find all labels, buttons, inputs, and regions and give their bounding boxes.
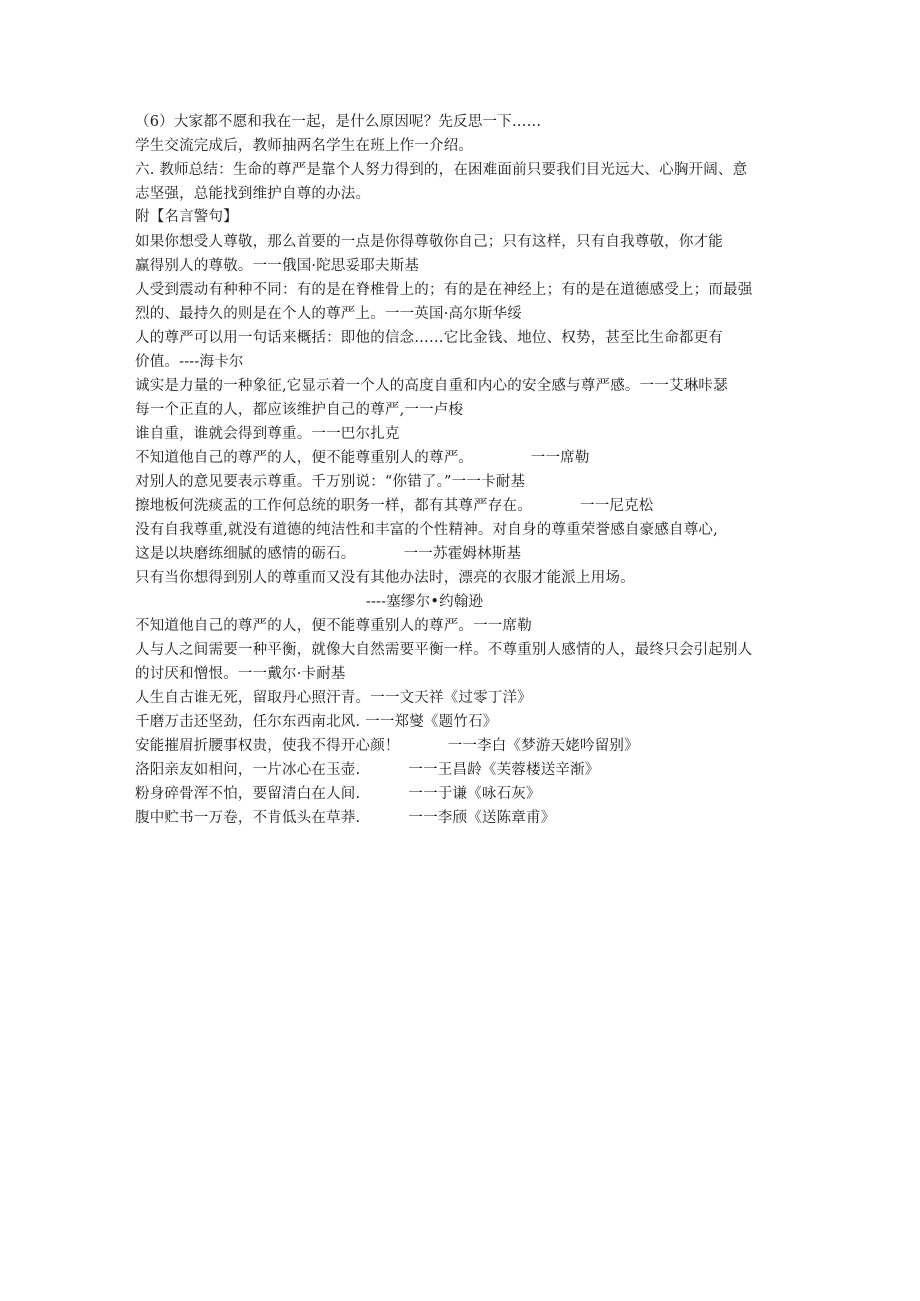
text-line: 粉身碎骨浑不怕，要留清白在人间. 一一于谦《咏石灰》 (135, 786, 541, 802)
text-line: 没有自我尊重,就没有道德的纯洁性和丰富的个性精神。对自身的尊重荣誉感自豪感自尊心, (135, 522, 718, 538)
text-line: 人与人之间需要一种平衡，就像大自然需要平衡一样。不尊重别人感情的人，最终只会引起别人 (135, 642, 753, 658)
text-line: 诚实是力量的一种象征,它显示着一个人的高度自重和内心的安全感与尊严感。一一艾琳咔瑟 (135, 378, 728, 394)
text-line: 不知道他自己的尊严的人，便不能尊重别人的尊严。一一席勒 (135, 618, 532, 634)
text-line: 人的尊严可以用一句话来概括：即他的信念……它比金钱、地位、权势，甚至比生命都更有 (135, 330, 723, 346)
text-line: 赢得别人的尊敬。一一俄国·陀思妥耶夫斯基 (135, 258, 420, 274)
text-line: 这是以块磨练细腻的感情的砺石。 一一苏霍姆林斯基 (135, 546, 522, 562)
text-line: 只有当你想得到别人的尊重而又没有其他办法时，漂亮的衣服才能派上用场。 (135, 570, 635, 586)
text-line: 安能摧眉折腰事权贵，使我不得开心颜！ 一一李白《梦游天姥吟留别》 (135, 738, 639, 754)
text-line: 烈的、最持久的则是在个人的尊严上。一一英国·高尔斯华绥 (135, 306, 523, 322)
text-line: 人生自古谁无死，留取丹心照汗青。一一文天祥《过零丁洋》 (135, 690, 532, 706)
text-line: 腹中贮书一万卷，不肯低头在草莽. 一一李颀《送陈章甫》 (135, 810, 556, 826)
text-line: 价值。----海卡尔 (135, 354, 244, 370)
text-line: 对别人的意见要表示尊重。千万别说：“你错了。”一一卡耐基 (135, 474, 526, 490)
text-line: （6）大家都不愿和我在一起，是什么原因呢？先反思一下…… (135, 114, 542, 130)
text-line: 的讨厌和憎恨。一一戴尔·卡耐基 (135, 666, 346, 682)
text-line: 不知道他自己的尊严的人，便不能尊重别人的尊严。 一一席勒 (135, 450, 590, 466)
text-line: 人受到震动有种种不同：有的是在脊椎骨上的；有的是在神经上；有的是在道德感受上；而最强 (135, 282, 753, 298)
text-line: 志坚强，总能找到维护自尊的办法。 (135, 186, 371, 202)
text-line: 附【名言警句】 (135, 209, 238, 225)
text-line: 学生交流完成后，教师抽两名学生在班上作一介绍。 (135, 138, 474, 154)
text-line: 如果你想受人尊敬，那么首要的一点是你得尊敬你自己；只有这样，只有自我尊敬，你才能 (135, 234, 723, 250)
text-line: 六. 教师总结：生命的尊严是靠个人努力得到的，在困难面前只要我们目光远大、心胸开阔、意 (135, 162, 748, 178)
text-line: 擦地板何洗痰盂的工作何总统的职务一样，都有其尊严存在。 一一尼克松 (135, 498, 654, 514)
text-line: 洛阳亲友如相问，一片冰心在玉壶. 一一王昌龄《芙蓉楼送辛渐》 (135, 762, 600, 778)
text-line: 千磨万击还坚劲，任尔东西南北风. 一一郑燮《题竹石》 (135, 714, 498, 730)
text-line: 谁自重，谁就会得到尊重。一一巴尔扎克 (135, 426, 400, 442)
text-line: 每一个正直的人，都应该维护自己的尊严,一一卢梭 (135, 402, 464, 418)
attribution-line: ----塞缪尔•约翰逊 (135, 594, 484, 610)
